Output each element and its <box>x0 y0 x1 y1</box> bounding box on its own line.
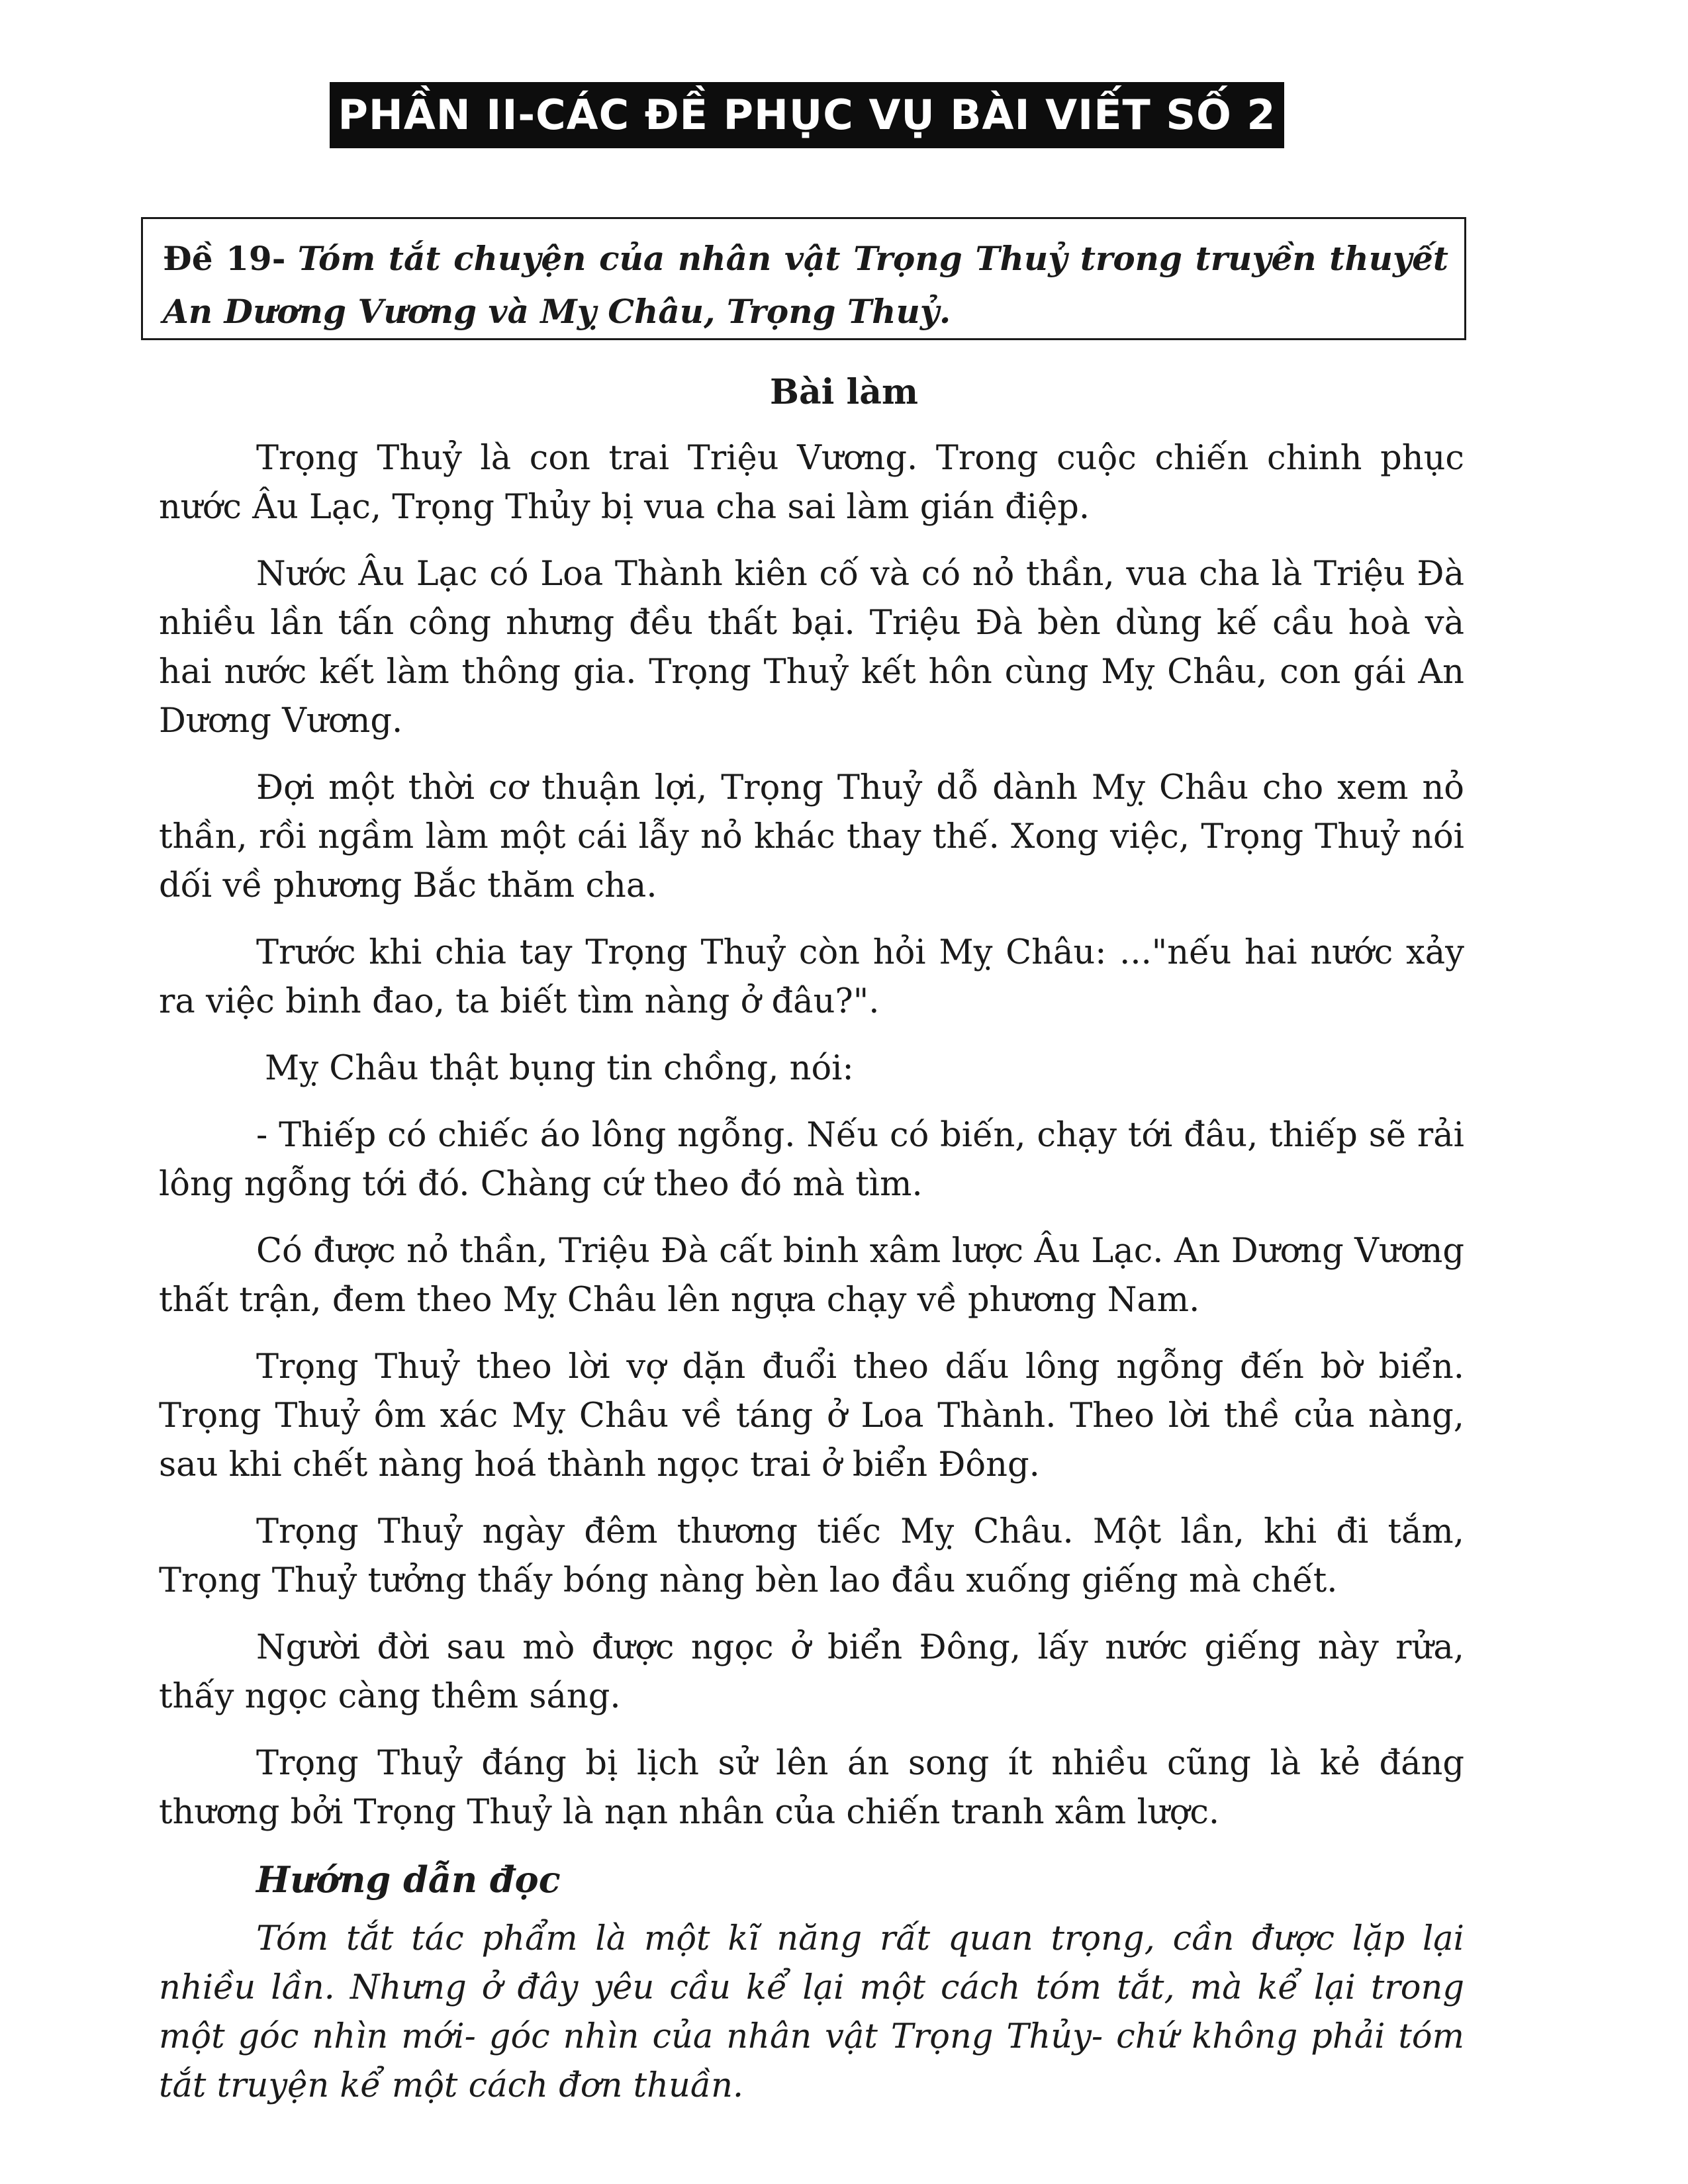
guide-text: Tóm tắt tác phẩm là một kĩ năng rất quan trọng, cần được lặp lại nhiều lần. Nhưng ở đây yêu cầu kể lại một cách tóm tắt, mà kể lại trong một góc nhìn mới- góc nhìn của nhân vật Trọng Thủy- chứ không phải tóm tắt truyện kể một cách đơn thuần. <box>159 1919 1464 2105</box>
topic-label: Đề 19- <box>163 239 286 278</box>
topic-text: Tóm tắt chuyện của nhân vật Trọng Thuỷ trong truyền thuyết An Dương Vương và Mỵ Châu, Trọng Thuỷ. <box>163 239 1448 331</box>
essay-body <box>159 434 1464 2128</box>
guide-heading: Hướng dẫn đọc <box>256 1858 561 1901</box>
essay-heading: Bài làm <box>770 372 918 412</box>
section-banner: PHẦN II-CÁC ĐỀ PHỤC VỤ BÀI VIẾT SỐ 2 <box>330 82 1284 148</box>
topic-box <box>141 217 1466 340</box>
essay-paragraph: Trọng Thuỷ đáng bị lịch sử lên án song ít nhiều cũng là kẻ đáng thương bởi Trọng Thuỷ là nạn nhân của chiến tranh xâm lược. <box>159 1744 1464 1832</box>
essay-paragraph: Mỵ Châu thật bụng tin chồng, nói: <box>265 1049 854 1088</box>
essay-paragraph: Trọng Thuỷ theo lời vợ dặn đuổi theo dấu lông ngỗng đến bờ biển. Trọng Thuỷ ôm xác Mỵ Châu về táng ở Loa Thành. Theo lời thề của nàng, sau khi chết nàng hoá thành ngọc trai ở biển Đông. <box>159 1347 1464 1484</box>
essay-dialogue: - Thiếp có chiếc áo lông ngỗng. Nếu có biến, chạy tới đâu, thiếp sẽ rải lông ngỗng tới đó. Chàng cứ theo đó mà tìm. <box>159 1116 1464 1204</box>
essay-paragraph: Đợi một thời cơ thuận lợi, Trọng Thuỷ dỗ dành Mỵ Châu cho xem nỏ thần, rồi ngầm làm một cái lẫy nỏ khác thay thế. Xong việc, Trọng Thuỷ nói dối về phương Bắc thăm cha. <box>159 768 1464 905</box>
essay-paragraph: Có được nỏ thần, Triệu Đà cất binh xâm lược Âu Lạc. An Dương Vương thất trận, đem theo Mỵ Châu lên ngựa chạy về phương Nam. <box>159 1232 1464 1320</box>
essay-paragraph: Người đời sau mò được ngọc ở biển Đông, lấy nước giếng này rửa, thấy ngọc càng thêm sáng. <box>159 1628 1464 1716</box>
essay-paragraph: Trọng Thuỷ là con trai Triệu Vương. Trong cuộc chiến chinh phục nước Âu Lạc, Trọng Thủy bị vua cha sai làm gián điệp. <box>159 439 1464 527</box>
essay-paragraph: Trọng Thuỷ ngày đêm thương tiếc Mỵ Châu. Một lần, khi đi tắm, Trọng Thuỷ tưởng thấy bóng nàng bèn lao đầu xuống giếng mà chết. <box>159 1512 1464 1600</box>
essay-paragraph: Trước khi chia tay Trọng Thuỷ còn hỏi Mỵ Châu: ..."nếu hai nước xảy ra việc binh đao, ta biết tìm nàng ở đâu?". <box>159 933 1464 1021</box>
essay-paragraph: Nước Âu Lạc có Loa Thành kiên cố và có nỏ thần, vua cha là Triệu Đà nhiều lần tấn công nhưng đều thất bại. Triệu Đà bèn dùng kế cầu hoà và hai nước kết làm thông gia. Trọng Thuỷ kết hôn cùng Mỵ Châu, con gái An Dương Vương. <box>159 555 1464 741</box>
